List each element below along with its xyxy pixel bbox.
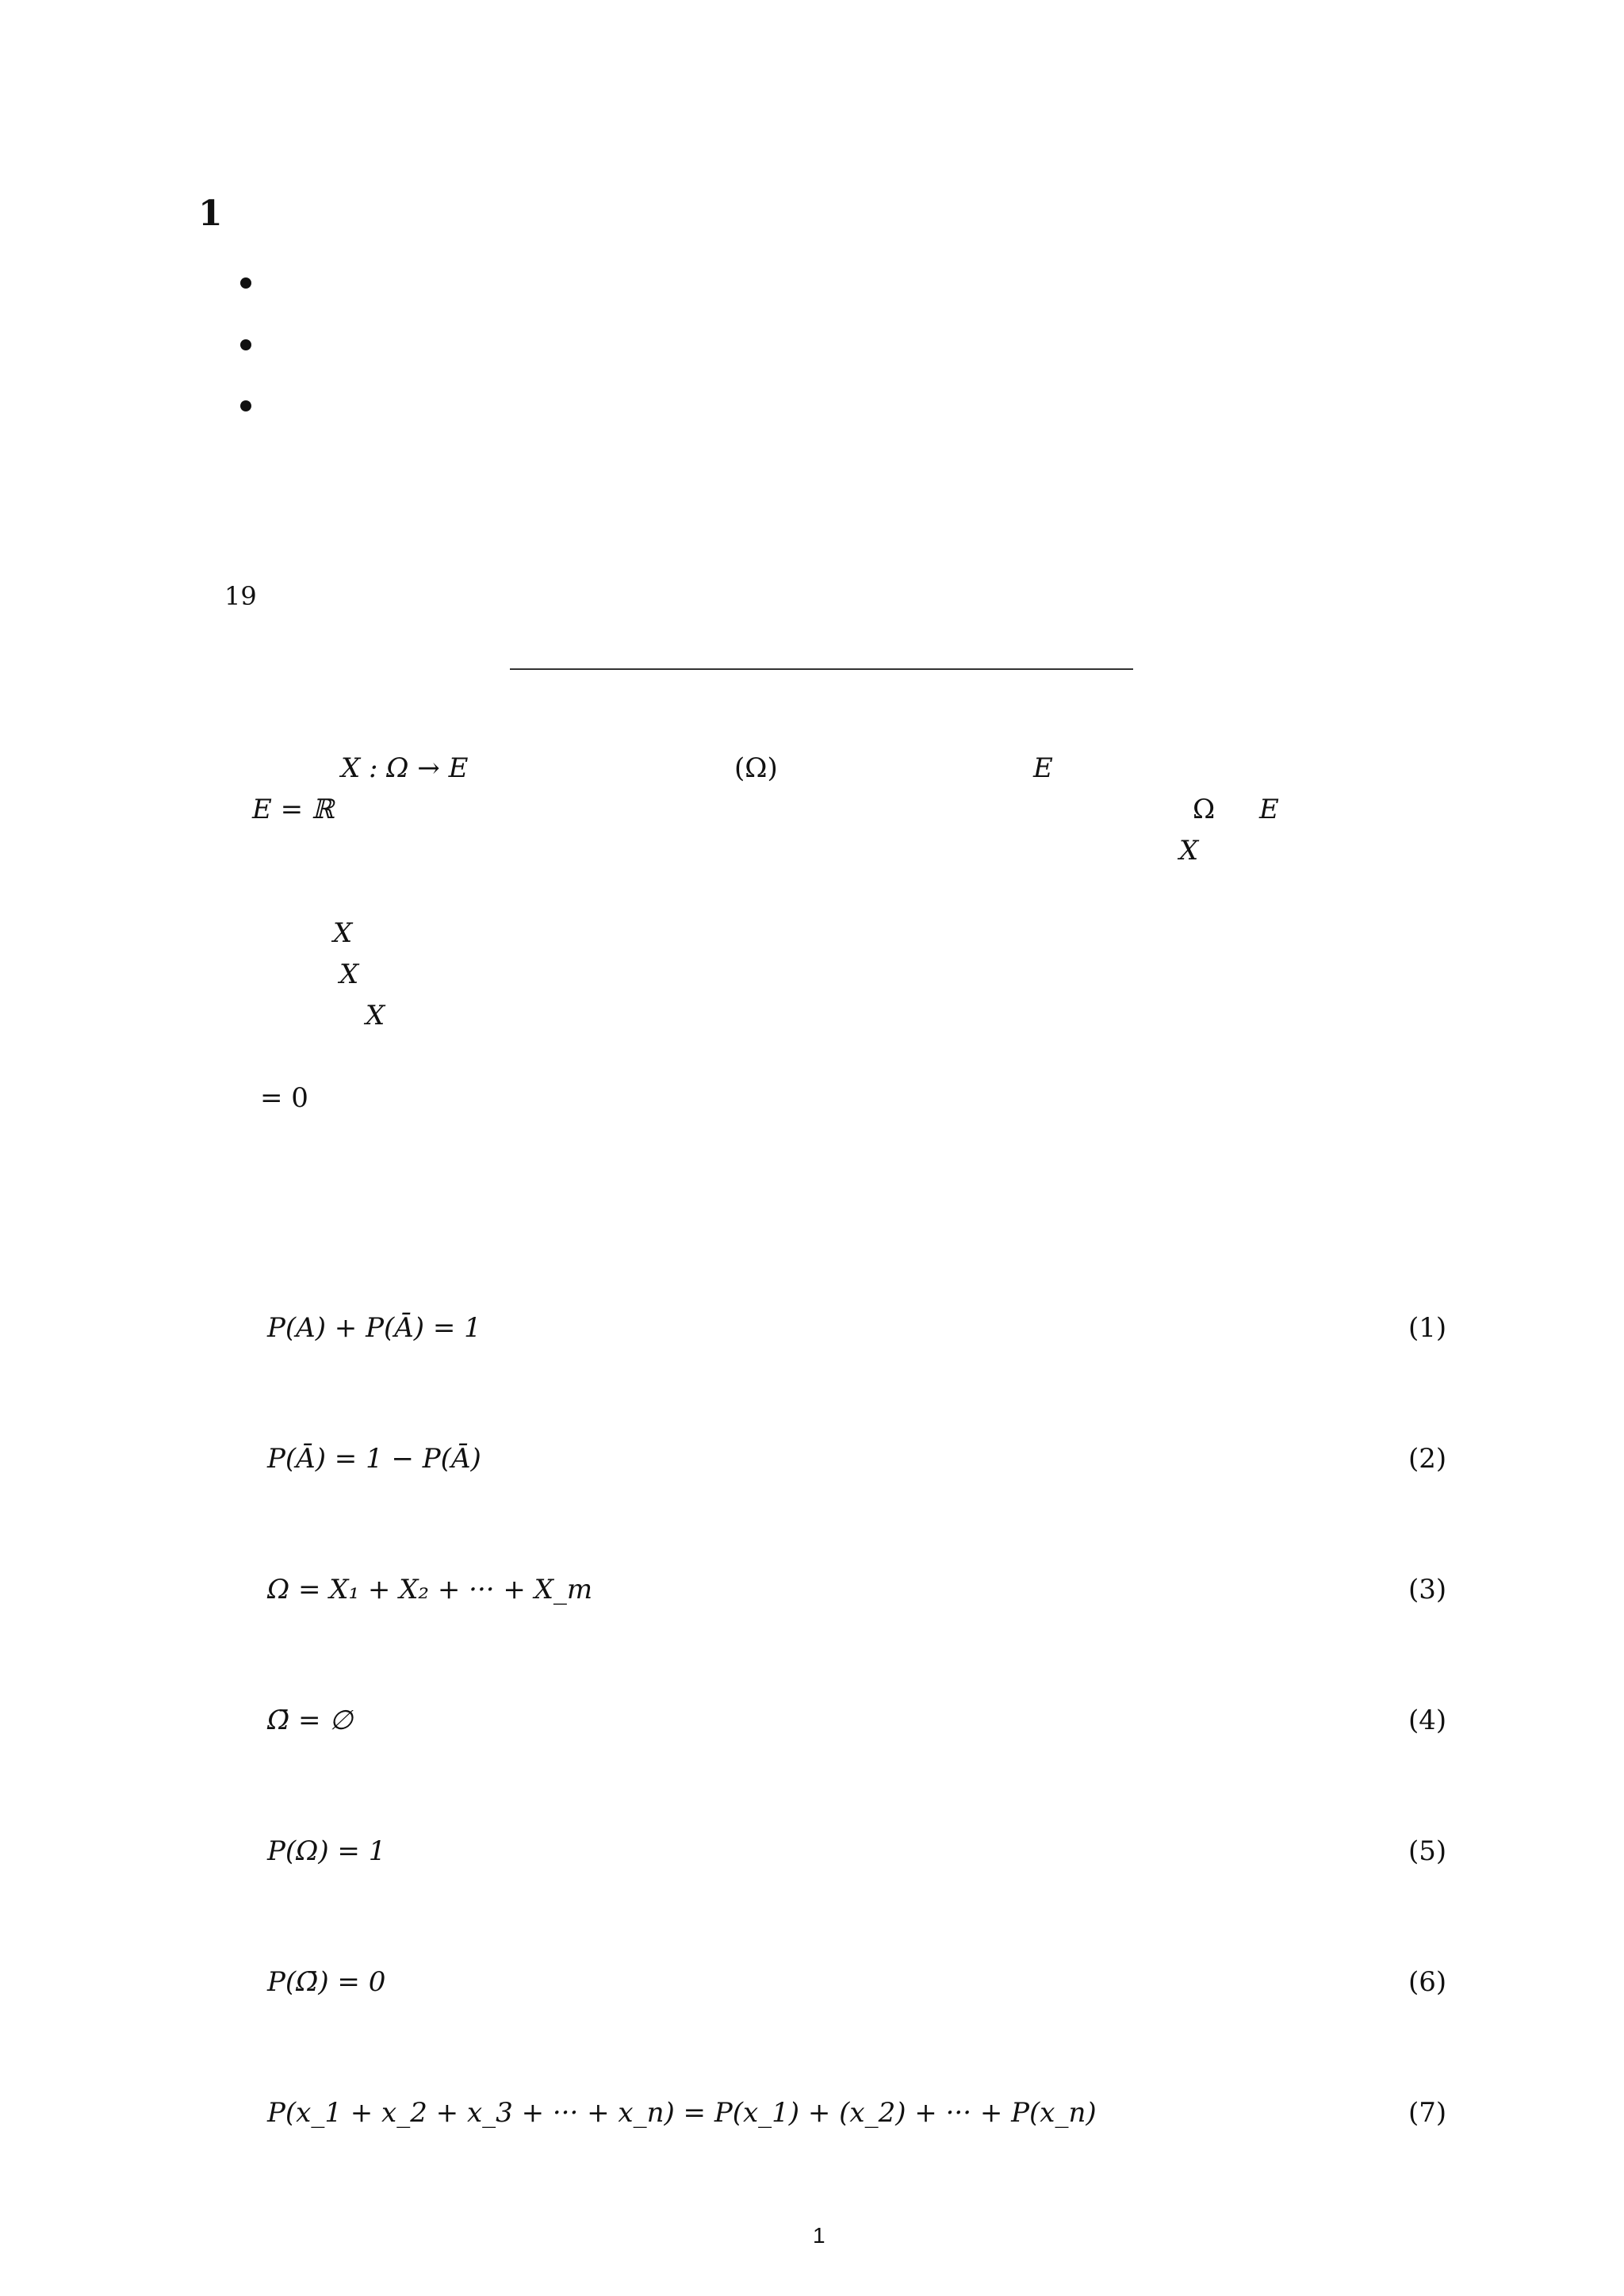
variable-x: X — [333, 917, 353, 949]
equation-body: Ω̄ = ∅ — [267, 1705, 353, 1736]
equation-number: (6) — [1408, 1966, 1447, 1998]
equation-number: (4) — [1408, 1705, 1447, 1736]
bullet-item — [240, 277, 251, 289]
mapping-expression: X : Ω → E — [341, 752, 469, 784]
set-e-symbol: E — [1033, 752, 1053, 784]
equation-body: Ω = X₁ + X₂ + ··· + X_m — [267, 1574, 593, 1605]
variable-x: X — [339, 959, 359, 990]
omega-symbol: Ω — [1193, 794, 1216, 825]
e-equals-reals: E = ℝ — [252, 794, 335, 825]
equation-number: (7) — [1408, 2097, 1447, 2129]
bullet-item — [240, 400, 251, 411]
equation-number: (2) — [1408, 1443, 1447, 1475]
variable-x: X — [1179, 835, 1199, 867]
equals-zero: = 0 — [260, 1082, 308, 1114]
section-number: 1 — [198, 193, 223, 234]
equation-body: P(x_1 + x_2 + x_3 + ··· + x_n) = P(x_1) + (x_2) + ··· + P(x_n) — [267, 2097, 1097, 2129]
equation-body: P(Ω̄) = 0 — [267, 1966, 386, 1998]
variable-x: X — [366, 1000, 385, 1031]
equation-number: (3) — [1408, 1574, 1447, 1605]
horizontal-rule — [510, 668, 1133, 670]
omega-parenthesized: (Ω) — [734, 752, 778, 784]
equation-body: P(Ω) = 1 — [267, 1835, 386, 1867]
equation-number: (5) — [1408, 1835, 1447, 1867]
set-e-symbol: E — [1259, 794, 1279, 825]
reference-number: 19 — [224, 581, 257, 611]
equation-body: P(A) + P(Ā) = 1 — [267, 1312, 481, 1344]
page-number: 1 — [813, 2223, 825, 2248]
equation-number: (1) — [1408, 1312, 1447, 1344]
equation-body: P(Ā) = 1 − P(Ā) — [267, 1443, 481, 1475]
bullet-item — [240, 339, 251, 350]
